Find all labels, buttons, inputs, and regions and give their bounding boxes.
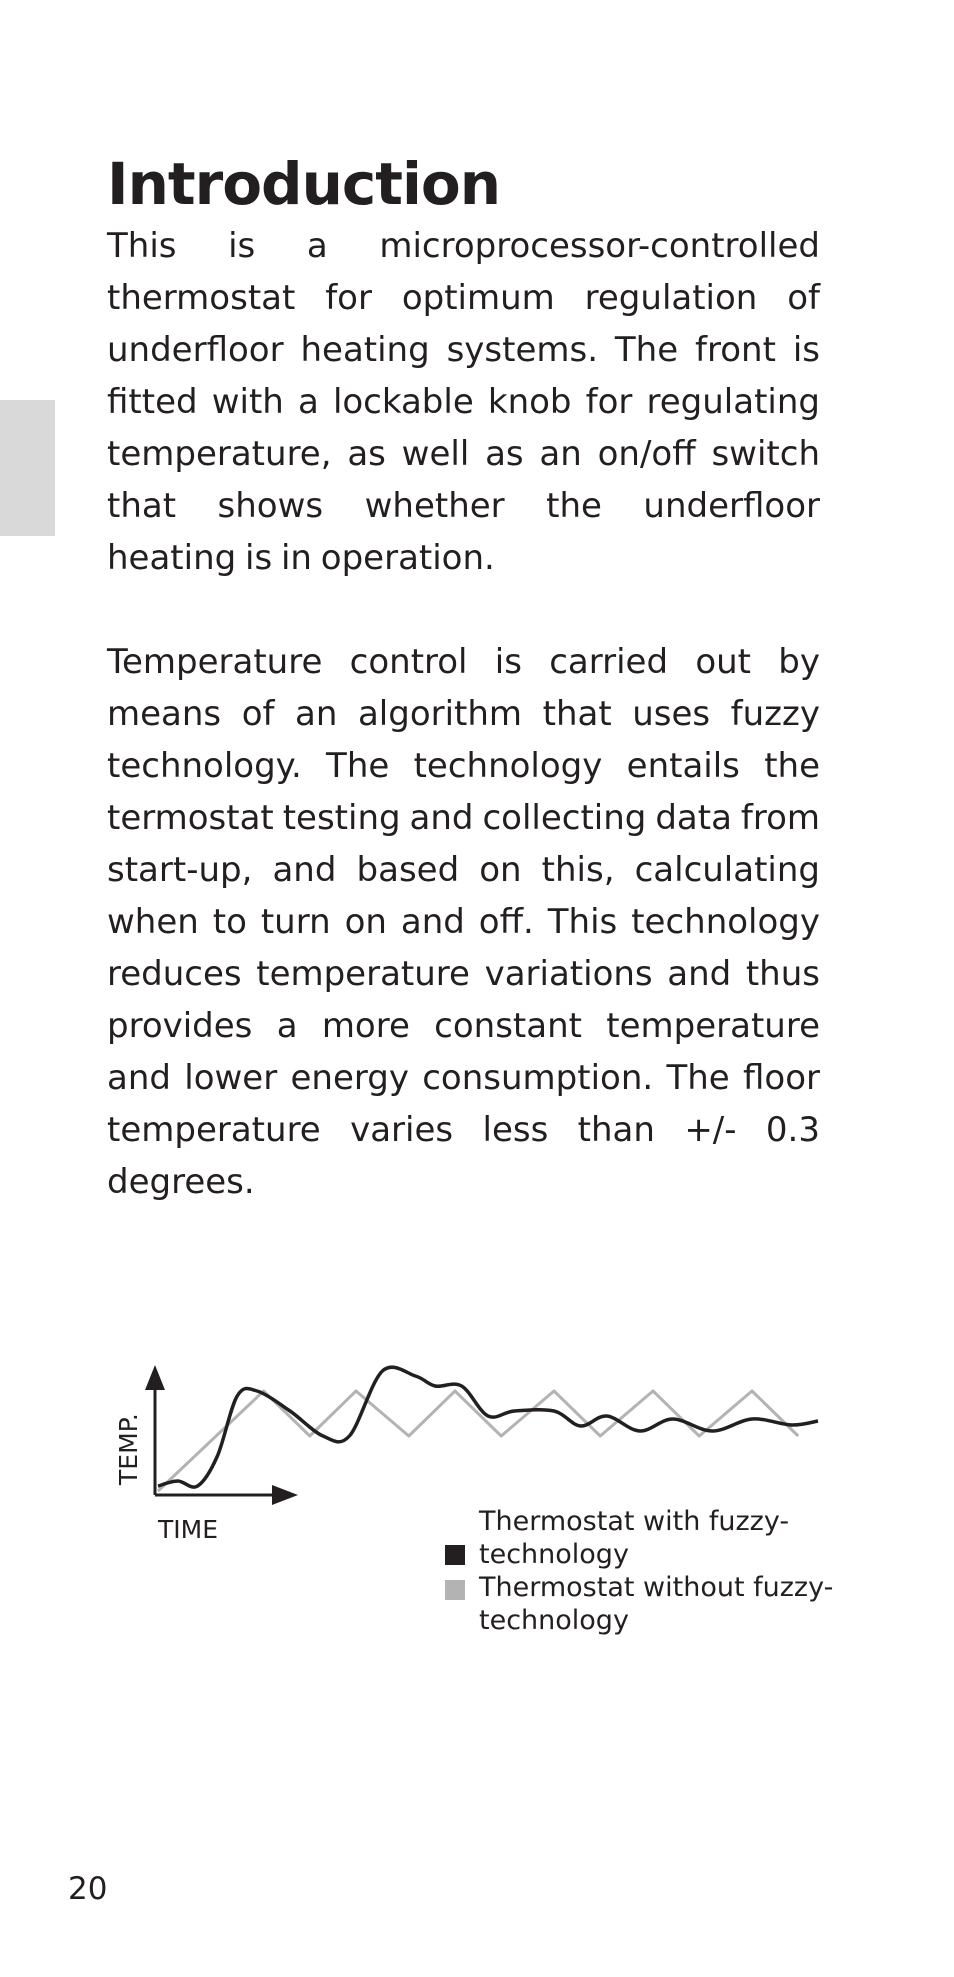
- legend-swatch-dark: [445, 1545, 465, 1565]
- intro-paragraph-2: Temperature control is carried out by means of an algorithm that uses fuzzy technology. The technology entails the termostat testing and collecting data from start-up, and based on this, calculating when to turn on and off. This technology reduces temperature variations and thus provides a more constant temperature and lower energy consumption. The floor temperature varies less than +/- 0.3 degrees.: [107, 642, 820, 1202]
- legend-label-no-fuzzy-line1: Thermostat without fuzzy-: [479, 1572, 834, 1603]
- chart-legend: [445, 1505, 845, 1637]
- legend-label-fuzzy-line1: Thermostat with fuzzy-: [479, 1506, 790, 1537]
- legend-item-fuzzy: [445, 1505, 845, 1571]
- legend-label-no-fuzzy-line2: technology: [479, 1605, 629, 1636]
- intro-paragraph-1: This is a microprocessor-controlled thermostat for optimum regulation of underfloor heating systems. The front is fitted with a lockable knob for regulating temperature, as well as an on/off switch that shows whether the underfloor heating is in operation.: [107, 226, 820, 578]
- side-tab-marker: [0, 400, 55, 536]
- series-layer: [158, 1367, 818, 1491]
- y-axis-arrow-icon: [145, 1365, 165, 1390]
- page-title: Introduction: [107, 150, 500, 218]
- legend-item-no-fuzzy: [445, 1571, 845, 1637]
- page-number: 20: [68, 1871, 108, 1907]
- series-line-with-fuzzy: [158, 1367, 818, 1487]
- legend-swatch-light: [445, 1580, 465, 1600]
- temperature-chart: [100, 1355, 840, 1655]
- x-axis-label: TIME: [158, 1515, 219, 1544]
- x-axis-arrow-icon: [272, 1485, 298, 1505]
- legend-label-fuzzy-line2: technology: [479, 1539, 629, 1570]
- y-axis-label: TEMP.: [114, 1413, 143, 1485]
